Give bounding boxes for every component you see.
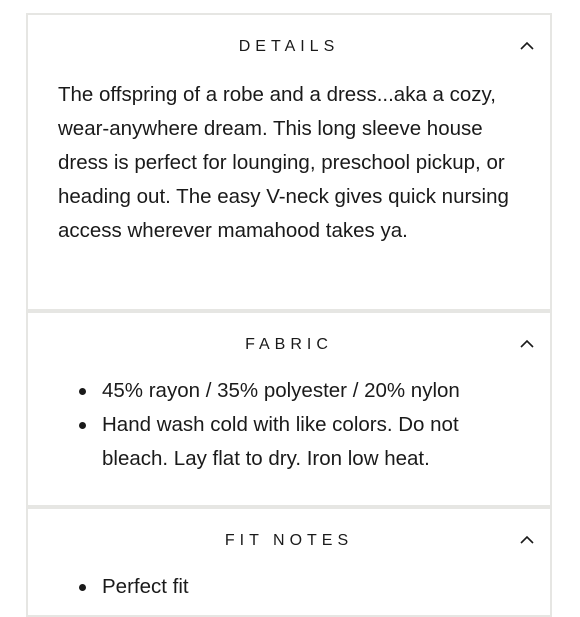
fabric-list bbox=[28, 374, 526, 476]
fit-notes-title: FIT NOTES bbox=[224, 532, 354, 549]
fit-notes-content bbox=[58, 570, 526, 604]
fit-notes-list bbox=[28, 570, 526, 604]
details-description: The offspring of a robe and a dress...aka a cozy, wear-anywhere dream. This long sleeve house dress is perfect for lounging, preschool pickup, or heading out. The easy V-neck gives quick nursing access wherever mamahood takes ya. bbox=[58, 83, 509, 242]
chevron-up-icon[interactable] bbox=[520, 41, 534, 51]
list-item bbox=[102, 374, 526, 408]
fit-notes-toggle[interactable] bbox=[28, 509, 550, 573]
bullet-icon bbox=[79, 584, 86, 591]
details-panel bbox=[26, 13, 552, 311]
list-item bbox=[102, 408, 526, 476]
details-title: DETAILS bbox=[238, 38, 340, 55]
fabric-panel bbox=[26, 311, 552, 507]
chevron-up-icon[interactable] bbox=[520, 535, 534, 545]
chevron-up-icon[interactable] bbox=[520, 339, 534, 349]
list-item bbox=[102, 570, 526, 604]
fabric-composition: 45% rayon / 35% polyester / 20% nylon bbox=[102, 379, 460, 402]
bullet-icon bbox=[79, 422, 86, 429]
bullet-icon bbox=[79, 388, 86, 395]
fit-note: Perfect fit bbox=[102, 575, 189, 598]
fabric-content bbox=[58, 374, 526, 476]
fabric-title: FABRIC bbox=[245, 336, 333, 353]
fabric-care: Hand wash cold with like colors. Do not bleach. Lay flat to dry. Iron low heat. bbox=[102, 413, 459, 470]
fit-notes-panel bbox=[26, 507, 552, 617]
details-toggle[interactable] bbox=[28, 15, 550, 79]
fabric-toggle[interactable] bbox=[28, 313, 550, 377]
